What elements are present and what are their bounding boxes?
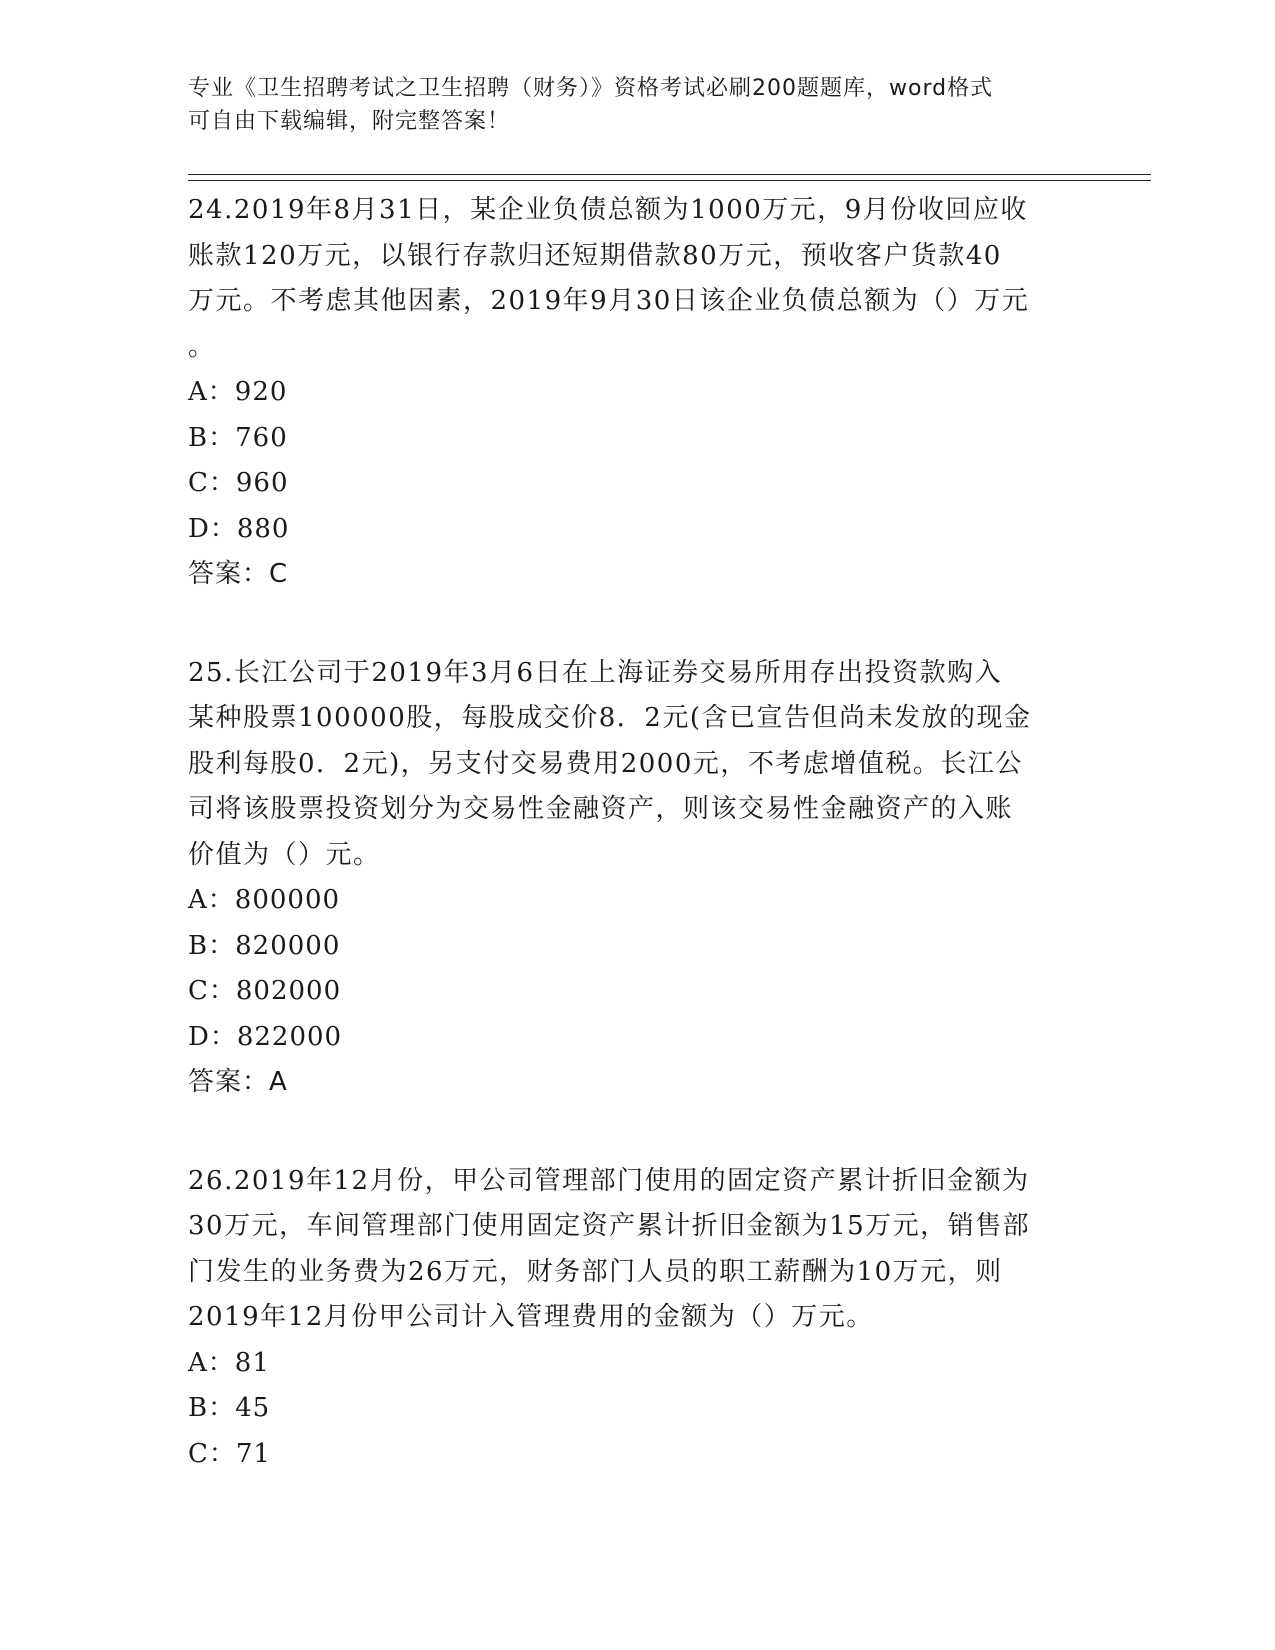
header-divider-top	[188, 174, 1151, 175]
option-a: A：81	[188, 1347, 270, 1378]
option-b: B：760	[188, 422, 288, 453]
option-d: D：822000	[188, 1021, 343, 1052]
option-d: D：880	[188, 513, 290, 544]
question-list	[188, 188, 1088, 1530]
option-b: B：820000	[188, 930, 341, 961]
question-stem: 25.长江公司于2019年3月6日在上海证券交易所用存出投资款购入 某种股票100000股，每股成交价8．2元(含已宣告但尚未发放的现金 股利每股0．2元)，另支付交易费用2000元，不考虑增值税。长江公 司将该股票投资划分为交易性金融资产，则该交易性金融资产的入账 价值为（）元。	[188, 657, 1032, 870]
header-divider-bottom	[188, 180, 1151, 181]
question-stem: 24.2019年8月31日，某企业负债总额为1000万元，9月份收回应收 账款120万元，以银行存款归还短期借款80万元，预收客户货款40 万元。不考虑其他因素，2019年9月30日该企业负债总额为（）万元 。	[188, 195, 1030, 362]
question-26	[188, 1159, 1088, 1478]
option-c: C：71	[188, 1438, 271, 1469]
option-list	[188, 878, 1088, 1060]
option-list	[188, 370, 1088, 552]
question-stem: 26.2019年12月份，甲公司管理部门使用的固定资产累计折旧金额为 30万元，车间管理部门使用固定资产累计折旧金额为15万元，销售部 门发生的业务费为26万元，财务部门人员的职工薪酬为10万元，则 2019年12月份甲公司计入管理费用的金额为（）万元。	[188, 1165, 1031, 1332]
option-c: C：960	[188, 468, 289, 498]
answer-line: 答案：A	[188, 1067, 288, 1097]
answer-line: 答案：C	[188, 559, 289, 589]
option-c: C：802000	[188, 976, 342, 1006]
option-a: A：800000	[188, 885, 341, 915]
option-b: B：45	[188, 1393, 271, 1423]
option-list	[188, 1341, 1088, 1478]
question-24	[188, 188, 1088, 598]
option-a: A：920	[188, 377, 288, 407]
question-25	[188, 651, 1088, 1106]
document-header: 专业《卫生招聘考试之卫生招聘（财务）》资格考试必刷200题题库，word格式 可自由下载编辑，附完整答案！	[188, 76, 994, 134]
